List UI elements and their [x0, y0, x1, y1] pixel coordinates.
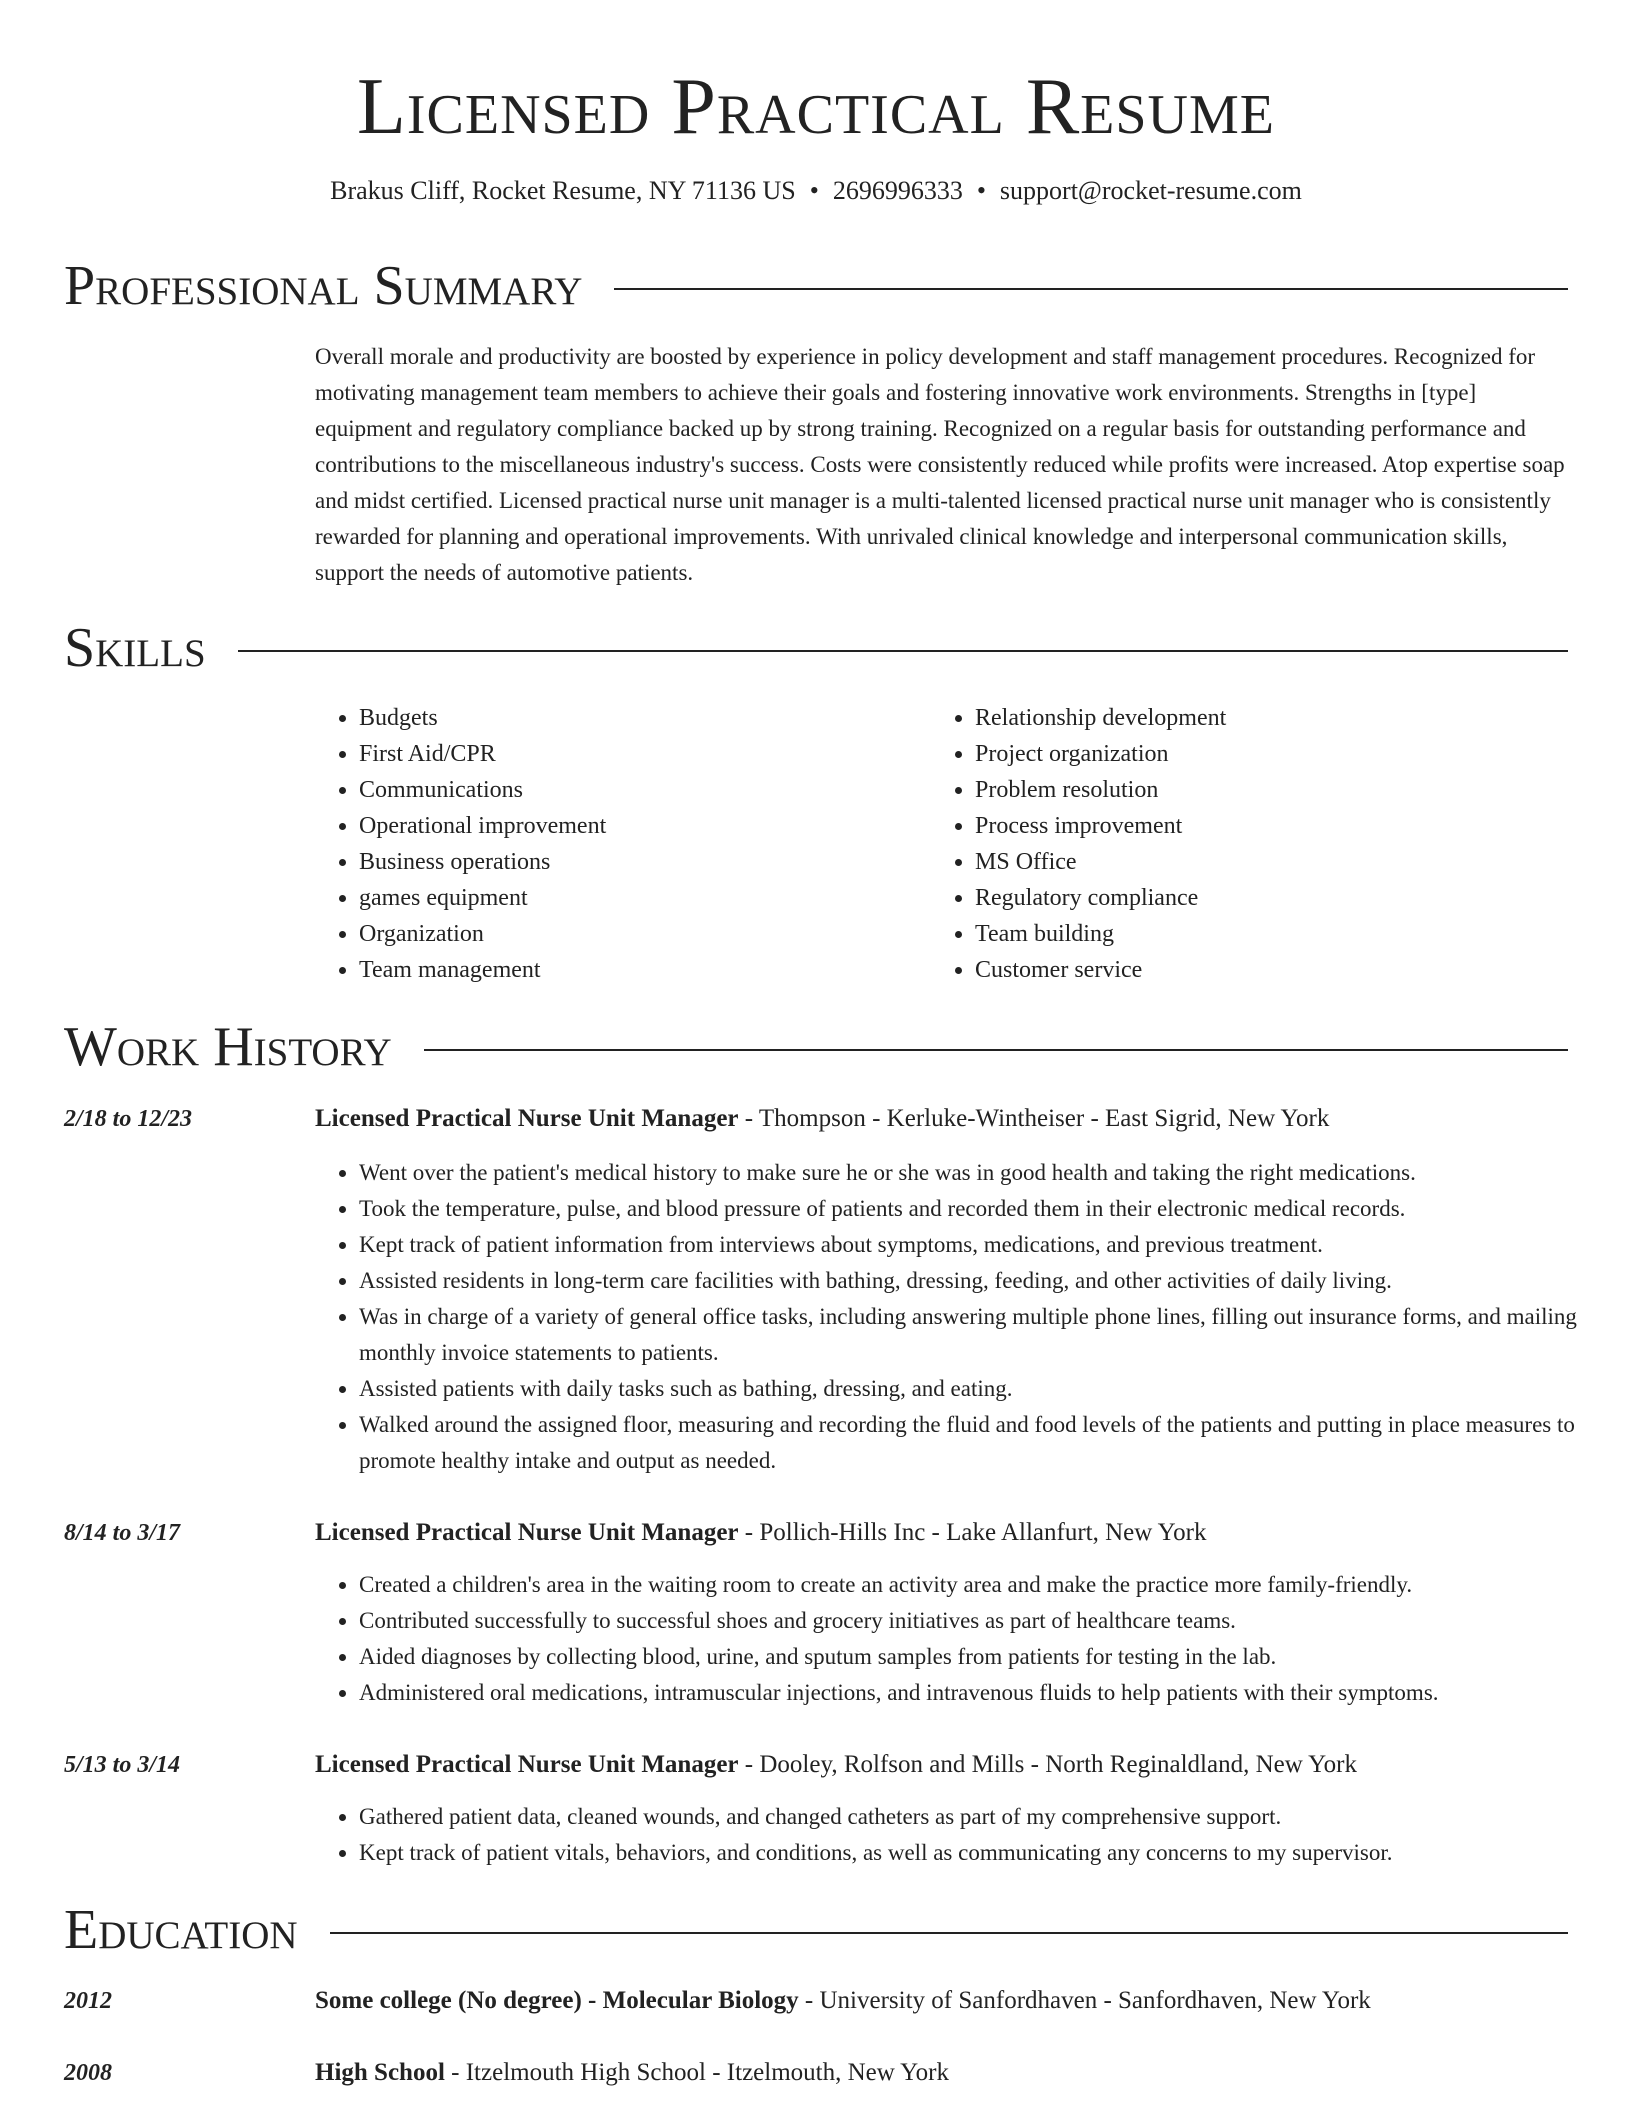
job-duties: [315, 1567, 1619, 1711]
education-school: - University of Sanfordhaven - Sanfordhaven, New York: [798, 1987, 1371, 2014]
job-employer: - Pollich-Hills Inc - Lake Allanfurt, New York: [738, 1519, 1207, 1546]
resume-name: Licensed Practical Resume: [357, 63, 1275, 151]
duty-item: • Administered oral medications, intramuscular injections, and intravenous fluids to help patients with their symptoms.: [359, 1675, 1619, 1711]
job-title: Licensed Practical Nurse Unit Manager: [315, 1519, 739, 1546]
skills-list-right: [931, 700, 1226, 988]
job-title: Licensed Practical Nurse Unit Manager: [315, 1751, 739, 1778]
education-degree: High School: [315, 2059, 445, 2086]
section-title-work: Work History: [64, 1016, 392, 1078]
skill-item: • Communications: [359, 772, 606, 808]
job-heading: [315, 1747, 1357, 1783]
skill-item: • Regulatory compliance: [975, 880, 1226, 916]
job-dates: 5/13 to 3/14: [64, 1752, 181, 1778]
work-section-header: [64, 1017, 1568, 1077]
contact-separator: •: [976, 176, 986, 205]
skill-item: • Operational improvement: [359, 808, 606, 844]
skill-item: • Budgets: [359, 700, 606, 736]
duty-item: • Kept track of patient information from interviews about symptoms, medications, and previous treatment.: [359, 1227, 1619, 1263]
contact-email: support@rocket-resume.com: [999, 176, 1302, 205]
education-degree: Some college (No degree) - Molecular Biology: [315, 1987, 799, 2014]
duty-item: • Kept track of patient vitals, behaviors, and conditions, as well as communicating any concerns to my supervisor.: [359, 1835, 1619, 1871]
education-section-header: [64, 1900, 1568, 1960]
duty-item: • Gathered patient data, cleaned wounds, and changed catheters as part of my comprehensive support.: [359, 1799, 1619, 1835]
duty-item: • Went over the patient's medical history to make sure he or she was in good health and taking the right medications.: [359, 1155, 1619, 1191]
skill-item: • MS Office: [975, 844, 1226, 880]
duty-item: • Aided diagnoses by collecting blood, urine, and sputum samples from patients for testing in the lab.: [359, 1639, 1619, 1675]
duty-item: • Assisted patients with daily tasks such as bathing, dressing, and eating.: [359, 1371, 1619, 1407]
section-divider: [330, 1932, 1568, 1934]
job-duties: [315, 1799, 1619, 1871]
summary-section-header: [64, 256, 1568, 316]
skill-item: • Business operations: [359, 844, 606, 880]
contact-address: Brakus Cliff, Rocket Resume, NY 71136 US: [330, 176, 796, 205]
skill-item: • Customer service: [975, 952, 1226, 988]
education-heading: [315, 1983, 1371, 2019]
section-title-skills: Skills: [64, 617, 206, 679]
section-title-education: Education: [64, 1899, 298, 1961]
skills-section-header: [64, 618, 1568, 678]
skill-item: • First Aid/CPR: [359, 736, 606, 772]
section-divider: [424, 1049, 1568, 1051]
job-employer: - Dooley, Rolfson and Mills - North Reginaldland, New York: [738, 1751, 1358, 1778]
summary-text: Overall morale and productivity are boosted by experience in policy development and staff management procedures. Recognized for motivating management team members to achieve their goals and fostering innovative work environments. Strengths in [type] equipment and regulatory compliance backed up by strong training. Recognized on a regular basis for outstanding performance and contributions to the miscellaneous industry's success. Costs were consistently reduced while profits were increased. Atop expertise soap and midst certified. Licensed practical nurse unit manager is a multi-talented licensed practical nurse unit manager who is consistently rewarded for planning and operational improvements. With unrivaled clinical knowledge and interpersonal communication skills, support the needs of automotive patients.: [315, 344, 1565, 585]
skill-item: • Organization: [359, 916, 606, 952]
duty-item: • Contributed successfully to successful shoes and grocery initiatives as part of healthcare teams.: [359, 1603, 1619, 1639]
job-dates: 2/18 to 12/23: [64, 1106, 193, 1132]
duty-item: • Assisted residents in long-term care facilities with bathing, dressing, feeding, and other activities of daily living.: [359, 1263, 1619, 1299]
contact-phone: 2696996333: [832, 176, 963, 205]
duty-item: • Walked around the assigned floor, measuring and recording the fluid and food levels of the patients and putting in place measures to promote healthy intake and output as needed.: [359, 1407, 1619, 1479]
job-employer: - Thompson - Kerluke-Wintheiser - East Sigrid, New York: [738, 1105, 1330, 1132]
contact-line: [0, 176, 1632, 206]
skill-item: • Project organization: [975, 736, 1226, 772]
section-divider: [238, 650, 1568, 652]
education-year: 2008: [64, 2060, 112, 2086]
duty-item: • Created a children's area in the waiting room to create an activity area and make the practice more family-friendly.: [359, 1567, 1619, 1603]
section-title-summary: Professional Summary: [64, 255, 583, 317]
job-heading: [315, 1101, 1329, 1137]
skill-item: • Relationship development: [975, 700, 1226, 736]
skill-item: • Problem resolution: [975, 772, 1226, 808]
job-title: Licensed Practical Nurse Unit Manager: [315, 1105, 739, 1132]
section-divider: [614, 288, 1568, 290]
education-school: - Itzelmouth High School - Itzelmouth, New York: [444, 2059, 950, 2086]
skill-item: • Process improvement: [975, 808, 1226, 844]
skill-item: • games equipment: [359, 880, 606, 916]
duty-item: • Was in charge of a variety of general office tasks, including answering multiple phone lines, filling out insurance forms, and mailing monthly invoice statements to patients.: [359, 1299, 1619, 1371]
contact-separator: •: [809, 176, 819, 205]
job-dates: 8/14 to 3/17: [64, 1520, 181, 1546]
skill-item: • Team management: [359, 952, 606, 988]
skill-item: • Team building: [975, 916, 1226, 952]
duty-item: • Took the temperature, pulse, and blood pressure of patients and recorded them in their electronic medical records.: [359, 1191, 1619, 1227]
job-duties: [315, 1155, 1619, 1479]
education-year: 2012: [64, 1988, 112, 2014]
job-heading: [315, 1515, 1207, 1551]
skills-list-left: [315, 700, 606, 988]
education-heading: [315, 2055, 949, 2091]
